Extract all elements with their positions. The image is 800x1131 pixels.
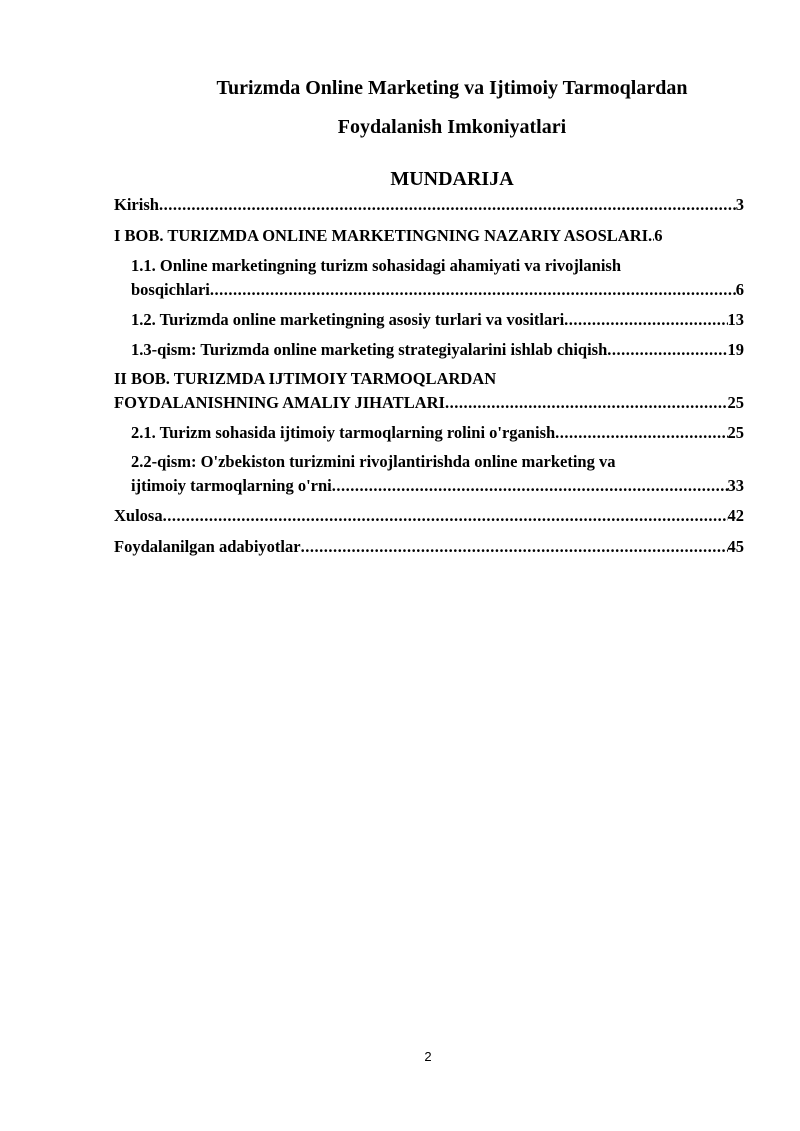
toc-entry-section-2-1[interactable] — [131, 423, 744, 443]
toc-entry-section-1-1-cont[interactable] — [131, 280, 744, 300]
toc-entry-label-line1: 1.1. Online marketingning turizm sohasidagi ahamiyati va rivojlanish — [131, 256, 622, 275]
toc-leader-dots — [159, 195, 736, 215]
toc-page-number: 42 — [727, 506, 744, 525]
toc-entry-label: Xulosa — [114, 506, 163, 525]
toc-entry-section-2-2-cont[interactable] — [131, 476, 744, 496]
toc-entry-label: 1.3-qism: Turizmda online marketing strategiyalarini ishlab chiqish — [131, 340, 608, 359]
toc-page-number: 6 — [735, 280, 744, 299]
toc-page-number: 6 — [654, 226, 663, 245]
toc-entry-label: Kirish — [114, 195, 159, 214]
toc-entry-chapter-2-cont[interactable] — [114, 393, 744, 413]
toc-entry-label-line2: bosqichlari — [131, 280, 210, 299]
toc-entry-label: 1.2. Turizmda online marketingning asosiy turlari va vositlari — [131, 310, 565, 329]
toc-page-number: 33 — [727, 476, 744, 495]
toc-entry-label-line1: II BOB. TURIZMDA IJTIMOIY TARMOQLARDAN — [114, 369, 497, 388]
toc-heading: MUNDARIJA — [390, 168, 514, 190]
toc-entry-label-line1: 2.2-qism: O'zbekiston turizmini rivojlantirishda online marketing va — [131, 452, 616, 471]
toc-entry-label-line2: FOYDALANISHNING AMALIY JIHATLARI — [114, 393, 445, 412]
toc-entry-label: Foydalanilgan adabiyotlar — [114, 537, 301, 556]
toc-entry-section-1-1[interactable] — [131, 256, 744, 276]
toc-entry-xulosa[interactable] — [114, 506, 744, 526]
toc-entry-section-2-2[interactable] — [131, 452, 744, 472]
document-title-line1: Turizmda Online Marketing va Ijtimoiy Tarmoqlardan — [216, 77, 688, 99]
toc-entry-section-1-3[interactable] — [131, 340, 744, 360]
toc-page-number: 3 — [735, 195, 744, 214]
toc-entry-section-1-2[interactable] — [131, 310, 744, 330]
toc-entry-chapter-2[interactable] — [114, 369, 744, 389]
toc-leader-dots — [163, 506, 728, 526]
toc-page-number: 25 — [727, 423, 744, 442]
toc-leader-dots — [332, 476, 728, 496]
toc-leader-dots — [555, 423, 727, 443]
toc-entry-kirish[interactable] — [114, 195, 744, 215]
toc-leader-dots — [301, 537, 728, 557]
toc-leader-dots — [607, 340, 727, 360]
toc-page-number: 25 — [727, 393, 744, 412]
toc-leader-dots — [564, 310, 727, 330]
document-title-line2: Foydalanish Imkoniyatlari — [337, 116, 567, 138]
toc-entry-label-line2: ijtimoiy tarmoqlarning o'rni — [131, 476, 332, 495]
toc-page-number: 13 — [727, 310, 744, 329]
toc-entry-label: I BOB. TURIZMDA ONLINE MARKETINGNING NAZARIY ASOSLARI. — [114, 226, 653, 245]
toc-leader-dots — [445, 393, 728, 413]
toc-entry-references[interactable] — [114, 537, 744, 557]
toc-entry-label: 2.1. Turizm sohasida ijtimoiy tarmoqlarning rolini o'rganish — [131, 423, 556, 442]
page-number: 2 — [424, 1049, 432, 1064]
toc-entry-chapter-1[interactable] — [114, 226, 744, 246]
toc-page-number: 19 — [727, 340, 744, 359]
toc-leader-dots — [210, 280, 736, 300]
toc-page-number: 45 — [727, 537, 744, 556]
